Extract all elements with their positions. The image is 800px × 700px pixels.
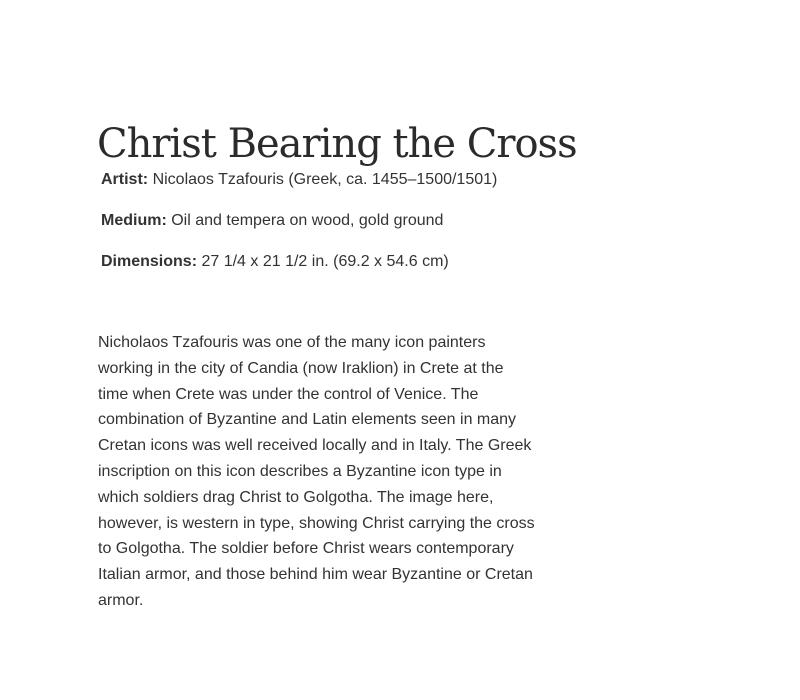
- artist-row: [101, 170, 557, 211]
- dimensions-label: Dimensions:: [101, 253, 198, 270]
- artwork-header: [97, 118, 577, 293]
- artwork-description: Nicholaos Tzafouris was one of the many icon painters working in the city of Candia (now Iraklion) in Crete at the time when Crete was under the control of Venice. The combination of Byzantine and Latin elements seen in many Cretan icons was well received locally and in Italy. The Greek inscription on this icon describes a Byzantine icon type in which soldiers drag Christ to Golgotha. The image here, however, is western in type, showing Christ carrying the cross to Golgotha. The soldier before Christ wears contemporary Italian armor, and those behind him wear Byzantine or Cretan armor.: [98, 334, 535, 609]
- artwork-metadata: [97, 170, 557, 293]
- artist-label: Artist:: [101, 171, 149, 188]
- artwork-title: Christ Bearing the Cross: [97, 121, 577, 167]
- medium-row: [101, 211, 557, 252]
- medium-value: Oil and tempera on wood, gold ground: [171, 212, 444, 229]
- artist-value: Nicolaos Tzafouris (Greek, ca. 1455–1500/1501): [152, 171, 498, 188]
- dimensions-row: [101, 252, 557, 293]
- dimensions-value: 27 1/4 x 21 1/2 in. (69.2 x 54.6 cm): [201, 253, 449, 270]
- medium-label: Medium:: [101, 212, 167, 229]
